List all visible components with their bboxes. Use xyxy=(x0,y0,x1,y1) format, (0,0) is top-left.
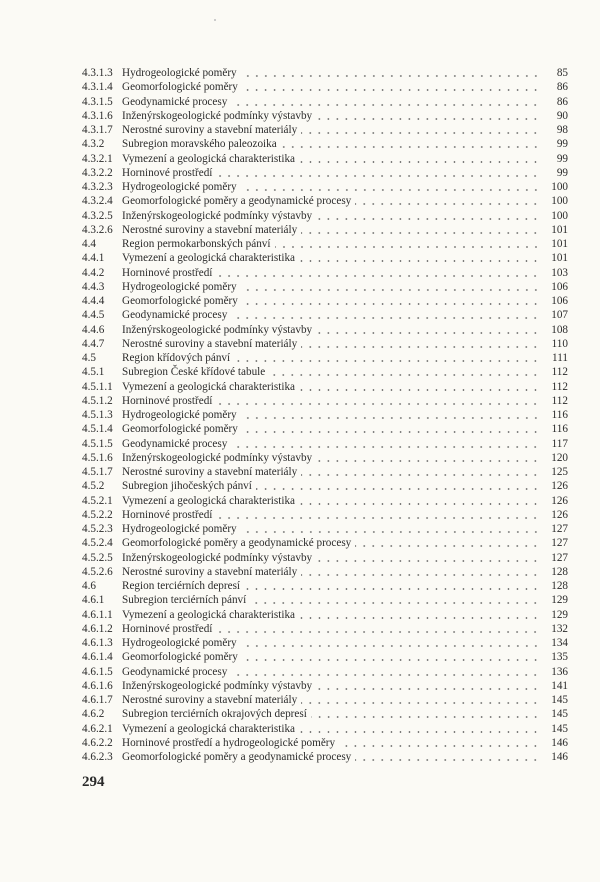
page-ref: 101 xyxy=(551,223,568,236)
toc-entry xyxy=(82,494,568,508)
toc-entry xyxy=(82,608,568,622)
page-ref: 101 xyxy=(551,238,568,250)
page-ref: 120 xyxy=(551,451,568,464)
section-number: 4.6.1.1 xyxy=(82,608,113,621)
section-number: 4.3.2.2 xyxy=(82,166,113,179)
section-number: 4.3.2.6 xyxy=(82,223,113,236)
dot-leader xyxy=(242,303,540,305)
toc-entry xyxy=(82,465,568,479)
section-number: 4.4.7 xyxy=(82,337,105,350)
page-ref: 112 xyxy=(551,380,568,393)
page-ref: 116 xyxy=(551,409,568,421)
toc-entry xyxy=(82,593,568,607)
dot-leader xyxy=(216,517,540,519)
page-ref: 134 xyxy=(551,637,568,649)
page-ref: 98 xyxy=(556,124,568,136)
toc-entry xyxy=(82,394,568,408)
toc-entry xyxy=(82,551,568,565)
dot-leader xyxy=(301,132,540,134)
toc-entry xyxy=(82,536,568,550)
toc-entry xyxy=(82,266,568,280)
page-ref: 132 xyxy=(551,622,568,635)
toc-entry xyxy=(82,180,568,194)
section-number: 4.5.1.5 xyxy=(82,437,113,450)
section-number: 4.6.1.6 xyxy=(82,679,113,692)
toc-entry xyxy=(82,693,568,707)
section-title: Horninové prostředí a hydrogeologické poměry xyxy=(122,736,336,749)
page-ref: 101 xyxy=(551,252,568,265)
dot-leader xyxy=(301,232,540,234)
toc-entry xyxy=(82,209,568,223)
page-ref: 103 xyxy=(551,266,568,279)
section-number: 4.5.2.6 xyxy=(82,565,113,578)
dot-leader xyxy=(299,617,540,619)
dot-leader xyxy=(301,702,540,704)
dot-leader xyxy=(216,275,540,277)
section-title: Hydrogeologické poměry xyxy=(122,280,237,293)
page-ref: 129 xyxy=(551,594,568,607)
page-ref: 125 xyxy=(551,466,568,478)
page-ref: 135 xyxy=(551,651,568,664)
dot-leader xyxy=(301,474,540,476)
toc-entry xyxy=(82,294,568,308)
section-number: 4.3.2 xyxy=(82,138,105,151)
dot-leader xyxy=(316,332,540,334)
dot-leader xyxy=(311,716,540,718)
page-ref: 100 xyxy=(551,209,568,222)
section-title: Geomorfologické poměry xyxy=(122,651,238,664)
page-ref: 145 xyxy=(551,722,568,735)
section-title: Subregion České křídové tabule xyxy=(122,366,266,379)
page-ref: 141 xyxy=(551,679,568,692)
section-number: 4.6.1 xyxy=(82,594,105,607)
page-ref: 112 xyxy=(551,366,568,379)
section-number: 4.6.1.3 xyxy=(82,637,113,649)
toc-entry xyxy=(82,66,568,80)
section-title: Geomorfologické poměry a geodynamické procesy xyxy=(122,751,352,763)
page-ref: 99 xyxy=(556,152,568,165)
section-title: Nerostné suroviny a stavební materiály xyxy=(122,223,298,236)
dot-leader xyxy=(301,574,540,576)
section-title: Inženýrskogeologické podmínky výstavby xyxy=(122,209,313,222)
toc-entry xyxy=(82,337,568,351)
page-ref: 136 xyxy=(551,665,568,678)
section-number: 4.4.2 xyxy=(82,266,105,279)
page-ref: 116 xyxy=(551,423,568,436)
page-ref: 126 xyxy=(551,508,568,521)
section-number: 4.4.5 xyxy=(82,309,105,322)
page-ref: 117 xyxy=(551,437,568,450)
dot-leader xyxy=(275,246,540,248)
section-number: 4.5.2.1 xyxy=(82,494,113,507)
page-ref: 128 xyxy=(551,580,568,592)
dot-leader xyxy=(234,360,540,362)
page-ref: 86 xyxy=(556,95,568,108)
toc-entry xyxy=(82,194,568,208)
dot-leader xyxy=(231,674,540,676)
section-number: 4.5.1.4 xyxy=(82,423,113,436)
section-title: Inženýrskogeologické podmínky výstavby xyxy=(122,679,313,692)
dot-leader xyxy=(216,631,540,633)
toc-entry xyxy=(82,722,568,736)
section-number: 4.5.1.3 xyxy=(82,409,113,421)
section-number: 4.3.2.1 xyxy=(82,152,113,165)
toc-entry xyxy=(82,650,568,664)
page-ref: 106 xyxy=(551,295,568,307)
toc-entry xyxy=(82,123,568,137)
section-number: 4.3.1.5 xyxy=(82,95,113,108)
section-number: 4.4.1 xyxy=(82,252,105,265)
page-ref: 127 xyxy=(551,523,568,535)
page-number: 294 xyxy=(82,774,105,790)
dot-leader xyxy=(216,175,540,177)
dot-leader xyxy=(231,104,540,106)
section-number: 4.5.1.7 xyxy=(82,466,113,478)
section-title: Inženýrskogeologické podmínky výstavby xyxy=(122,451,313,464)
section-number: 4.6.1.5 xyxy=(82,665,113,678)
toc-entry xyxy=(82,437,568,451)
section-title: Vymezení a geologická charakteristika xyxy=(122,722,296,735)
section-title: Vymezení a geologická charakteristika xyxy=(122,252,296,265)
section-number: 4.4 xyxy=(82,238,96,250)
toc-entry xyxy=(82,109,568,123)
toc-entry xyxy=(82,422,568,436)
toc-entry xyxy=(82,137,568,151)
page-ref: 100 xyxy=(551,181,568,193)
section-title: Inženýrskogeologické podmínky výstavby xyxy=(122,109,313,122)
toc-entry xyxy=(82,408,568,422)
dot-leader xyxy=(316,688,540,690)
page-ref: 85 xyxy=(556,67,568,79)
dot-leader xyxy=(250,602,540,604)
section-number: 4.6.2.1 xyxy=(82,722,113,735)
section-number: 4.5.2.5 xyxy=(82,551,113,564)
page-ref: 108 xyxy=(551,323,568,336)
toc-entry xyxy=(82,80,568,94)
section-number: 4.4.4 xyxy=(82,295,105,307)
page-ref: 145 xyxy=(551,708,568,721)
section-number: 4.5.1 xyxy=(82,366,105,379)
section-title: Geomorfologické poměry a geodynamické procesy xyxy=(122,537,352,550)
section-number: 4.4.3 xyxy=(82,280,105,293)
toc-entry xyxy=(82,579,568,593)
dot-leader xyxy=(316,218,540,220)
section-title: Nerostné suroviny a stavební materiály xyxy=(122,124,298,136)
toc-entry xyxy=(82,565,568,579)
section-title: Nerostné suroviny a stavební materiály xyxy=(122,337,298,350)
dot-leader xyxy=(241,289,540,291)
toc-entry xyxy=(82,479,568,493)
table-of-contents xyxy=(82,66,568,764)
section-number: 4.6.2.3 xyxy=(82,751,113,763)
section-number: 4.5.2.3 xyxy=(82,523,113,535)
section-number: 4.3.2.5 xyxy=(82,209,113,222)
page-ref: 100 xyxy=(551,195,568,208)
section-number: 4.5.2.2 xyxy=(82,508,113,521)
section-title: Subregion terciérních pánví xyxy=(122,594,247,607)
dot-leader xyxy=(242,431,540,433)
toc-entry xyxy=(82,152,568,166)
section-title: Region křídových pánví xyxy=(122,352,231,364)
section-title: Horninové prostředí xyxy=(122,166,213,179)
section-title: Geomorfologické poměry xyxy=(122,295,238,307)
toc-entry xyxy=(82,223,568,237)
dot-leader xyxy=(241,189,540,191)
dot-leader xyxy=(299,503,540,505)
page-ref: 145 xyxy=(551,694,568,706)
section-title: Horninové prostředí xyxy=(122,622,213,635)
section-number: 4.3.2.3 xyxy=(82,181,113,193)
dot-leader xyxy=(241,75,540,77)
section-title: Hydrogeologické poměry xyxy=(122,637,237,649)
section-number: 4.6 xyxy=(82,580,96,592)
toc-entry xyxy=(82,736,568,750)
section-title: Geomorfologické poměry a geodynamické procesy xyxy=(122,195,352,208)
page-ref: 90 xyxy=(556,109,568,122)
page-ref: 127 xyxy=(551,551,568,564)
dot-leader xyxy=(242,659,540,661)
dot-leader xyxy=(231,317,540,319)
section-number: 4.6.1.7 xyxy=(82,694,113,706)
section-number: 4.6.1.2 xyxy=(82,622,113,635)
section-number: 4.5.1.6 xyxy=(82,451,113,464)
section-title: Subregion terciérních okrajových depresí xyxy=(122,708,307,721)
toc-entry xyxy=(82,251,568,265)
section-title: Hydrogeologické poměry xyxy=(122,523,237,535)
section-title: Nerostné suroviny a stavební materiály xyxy=(122,565,298,578)
page-ref: 128 xyxy=(551,565,568,578)
page-ref: 146 xyxy=(551,751,568,763)
toc-entry xyxy=(82,95,568,109)
section-title: Subregion jihočeských pánví xyxy=(122,480,252,493)
page-ref: 146 xyxy=(551,736,568,749)
dot-leader xyxy=(316,460,540,462)
scan-speck xyxy=(214,19,216,21)
section-title: Vymezení a geologická charakteristika xyxy=(122,380,296,393)
page-ref: 110 xyxy=(551,337,568,350)
page-ref: 106 xyxy=(551,280,568,293)
toc-entry xyxy=(82,508,568,522)
section-title: Hydrogeologické poměry xyxy=(122,409,237,421)
page-ref: 99 xyxy=(556,138,568,151)
section-number: 4.5.2.4 xyxy=(82,537,113,550)
section-title: Horninové prostředí xyxy=(122,266,213,279)
page-ref: 126 xyxy=(551,494,568,507)
toc-entry xyxy=(82,451,568,465)
page-ref: 111 xyxy=(552,352,568,364)
section-title: Inženýrskogeologické podmínky výstavby xyxy=(122,551,313,564)
dot-leader xyxy=(281,146,540,148)
dot-leader xyxy=(299,260,540,262)
section-number: 4.3.1.7 xyxy=(82,124,113,136)
toc-entry xyxy=(82,665,568,679)
page-ref: 127 xyxy=(551,537,568,550)
section-title: Vymezení a geologická charakteristika xyxy=(122,494,296,507)
section-title: Geomorfologické poměry xyxy=(122,81,238,94)
section-title: Nerostné suroviny a stavební materiály xyxy=(122,694,298,706)
section-title: Region permokarbonských pánví xyxy=(122,238,271,250)
toc-entry xyxy=(82,166,568,180)
dot-leader xyxy=(299,389,540,391)
toc-entry xyxy=(82,308,568,322)
dot-leader xyxy=(316,118,540,120)
section-title: Inženýrskogeologické podmínky výstavby xyxy=(122,323,313,336)
dot-leader xyxy=(269,374,540,376)
section-number: 4.5.1.1 xyxy=(82,380,113,393)
dot-leader xyxy=(301,346,540,348)
toc-entry xyxy=(82,750,568,764)
section-title: Geodynamické procesy xyxy=(122,309,228,322)
section-title: Hydrogeologické poměry xyxy=(122,181,237,193)
section-number: 4.5 xyxy=(82,352,96,364)
toc-entry xyxy=(82,380,568,394)
section-number: 4.6.2 xyxy=(82,708,105,721)
toc-entry xyxy=(82,237,568,251)
page-ref: 86 xyxy=(556,81,568,94)
toc-entry xyxy=(82,351,568,365)
section-number: 4.6.1.4 xyxy=(82,651,113,664)
section-title: Geomorfologické poměry xyxy=(122,423,238,436)
dot-leader xyxy=(216,403,540,405)
dot-leader xyxy=(355,203,540,205)
page-ref: 107 xyxy=(551,309,568,322)
toc-entry xyxy=(82,365,568,379)
dot-leader xyxy=(241,531,540,533)
section-number: 4.3.1.6 xyxy=(82,109,113,122)
section-number: 4.4.6 xyxy=(82,323,105,336)
section-title: Geodynamické procesy xyxy=(122,437,228,450)
dot-leader xyxy=(316,560,540,562)
section-title: Vymezení a geologická charakteristika xyxy=(122,152,296,165)
page-ref: 112 xyxy=(551,394,568,407)
section-title: Geodynamické procesy xyxy=(122,95,228,108)
dot-leader xyxy=(241,417,540,419)
toc-entry xyxy=(82,679,568,693)
section-title: Region terciérních depresí xyxy=(122,580,241,592)
dot-leader xyxy=(299,161,540,163)
toc-entry xyxy=(82,622,568,636)
toc-entry xyxy=(82,636,568,650)
toc-entry xyxy=(82,323,568,337)
dot-leader xyxy=(241,645,540,647)
toc-entry xyxy=(82,522,568,536)
section-number: 4.5.2 xyxy=(82,480,105,493)
dot-leader xyxy=(244,588,540,590)
dot-leader xyxy=(231,446,540,448)
toc-entry xyxy=(82,707,568,721)
section-title: Geodynamické procesy xyxy=(122,665,228,678)
section-number: 4.3.1.3 xyxy=(82,67,113,79)
dot-leader xyxy=(256,488,540,490)
section-title: Nerostné suroviny a stavební materiály xyxy=(122,466,298,478)
dot-leader xyxy=(355,759,540,761)
toc-entry xyxy=(82,280,568,294)
page-ref: 99 xyxy=(556,166,568,179)
section-number: 4.3.1.4 xyxy=(82,81,113,94)
section-number: 4.6.2.2 xyxy=(82,736,113,749)
section-title: Subregion moravského paleozoika xyxy=(122,138,277,151)
section-number: 4.5.1.2 xyxy=(82,394,113,407)
section-number: 4.3.2.4 xyxy=(82,195,113,208)
dot-leader xyxy=(339,745,540,747)
section-title: Vymezení a geologická charakteristika xyxy=(122,608,296,621)
dot-leader xyxy=(355,545,540,547)
page-ref: 126 xyxy=(551,480,568,493)
dot-leader xyxy=(242,89,540,91)
section-title: Hydrogeologické poměry xyxy=(122,67,237,79)
page-ref: 129 xyxy=(551,608,568,621)
section-title: Horninové prostředí xyxy=(122,394,213,407)
section-title: Horninové prostředí xyxy=(122,508,213,521)
dot-leader xyxy=(299,731,540,733)
